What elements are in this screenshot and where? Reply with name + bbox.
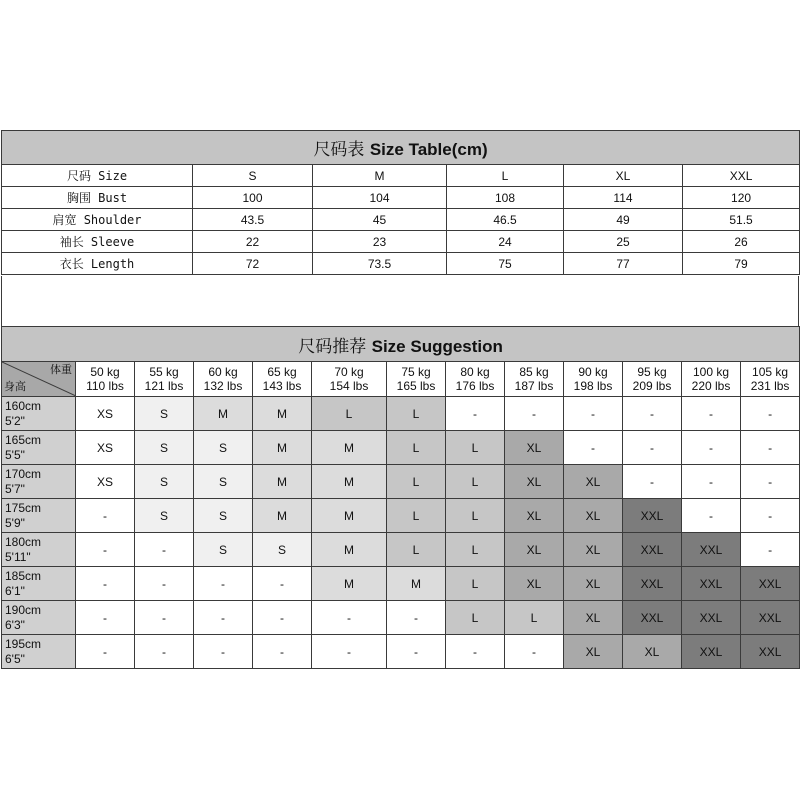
suggested-size-cell: XS (76, 431, 135, 465)
suggested-size-cell: S (135, 499, 194, 533)
height-row-label (2, 533, 76, 567)
suggestion-row (2, 397, 800, 431)
suggested-size-cell: XS (76, 397, 135, 431)
size-table-cell: 45 (313, 209, 447, 231)
suggested-size-cell: XXL (623, 601, 682, 635)
weight-kg: 105 kg (752, 365, 789, 379)
weight-column-header (623, 362, 682, 397)
suggested-size-cell: - (76, 533, 135, 567)
size-table-cell: 51.5 (683, 209, 800, 231)
weight-column-header (505, 362, 564, 397)
weight-kg: 75 kg (401, 365, 431, 379)
suggested-size-cell: - (446, 635, 505, 669)
weight-lbs: 187 lbs (514, 379, 554, 393)
suggested-size-cell: M (194, 397, 253, 431)
suggested-size-cell: M (253, 499, 312, 533)
height-row-label (2, 465, 76, 499)
height-axis-label: 身高 (4, 381, 26, 393)
corner-header (2, 362, 76, 397)
suggested-size-cell: - (387, 601, 446, 635)
height-ft: 6'3" (5, 617, 25, 632)
suggested-size-cell: XL (505, 465, 564, 499)
weight-column-header (446, 362, 505, 397)
height-ft: 5'11" (5, 549, 31, 564)
suggested-size-cell: - (135, 601, 194, 635)
weight-kg: 50 kg (90, 365, 120, 379)
weight-lbs: 176 lbs (455, 379, 495, 393)
weight-lbs: 110 lbs (86, 379, 124, 393)
suggested-size-cell: XXL (682, 635, 741, 669)
suggested-size-cell: XL (564, 499, 623, 533)
suggested-size-cell: S (253, 533, 312, 567)
suggested-size-cell: S (194, 431, 253, 465)
height-ft: 5'9" (5, 515, 25, 530)
weight-column-header (741, 362, 800, 397)
suggested-size-cell: - (623, 431, 682, 465)
suggested-size-cell: - (76, 499, 135, 533)
suggested-size-cell: - (312, 635, 387, 669)
size-table-cell: 24 (447, 231, 564, 253)
height-row-label (2, 499, 76, 533)
suggested-size-cell: - (253, 601, 312, 635)
size-table-cell: L (447, 165, 564, 187)
size-table-cell: 49 (564, 209, 683, 231)
suggested-size-cell: - (505, 397, 564, 431)
suggested-size-cell: L (387, 397, 446, 431)
suggested-size-cell: - (387, 635, 446, 669)
suggested-size-cell: XXL (682, 567, 741, 601)
size-table-cell: XL (564, 165, 683, 187)
suggested-size-cell: XXL (682, 601, 741, 635)
suggested-size-cell: M (253, 465, 312, 499)
height-cm: 160cm (5, 398, 42, 413)
size-table-cell: 22 (193, 231, 313, 253)
suggested-size-cell: XS (76, 465, 135, 499)
suggested-size-cell: XXL (741, 567, 800, 601)
weight-lbs: 154 lbs (329, 379, 369, 393)
size-suggestion-title-en: Size Suggestion (371, 336, 503, 356)
suggested-size-cell: - (682, 431, 741, 465)
weight-kg: 70 kg (334, 365, 364, 379)
suggested-size-cell: XL (623, 635, 682, 669)
size-table-cell: 100 (193, 187, 313, 209)
height-cm: 195cm (5, 636, 42, 651)
suggested-size-cell: XXL (623, 499, 682, 533)
suggested-size-cell: - (446, 397, 505, 431)
size-table-cell: 77 (564, 253, 683, 275)
suggestion-row (2, 431, 800, 465)
size-table-row-label: 衣长 Length (2, 253, 193, 275)
size-table-cell: M (313, 165, 447, 187)
suggested-size-cell: XL (505, 533, 564, 567)
suggested-size-cell: XXL (623, 567, 682, 601)
weight-column-header (387, 362, 446, 397)
suggested-size-cell: - (135, 635, 194, 669)
suggested-size-cell: L (387, 533, 446, 567)
height-row-label (2, 567, 76, 601)
suggested-size-cell: M (312, 567, 387, 601)
suggested-size-cell: M (312, 533, 387, 567)
suggestion-row (2, 635, 800, 669)
weight-lbs: 143 lbs (262, 379, 302, 393)
suggested-size-cell: M (387, 567, 446, 601)
size-table-title-en: Size Table(cm) (369, 140, 488, 159)
weight-kg: 65 kg (267, 365, 297, 379)
size-table-cell: 26 (683, 231, 800, 253)
suggested-size-cell: - (505, 635, 564, 669)
suggested-size-cell: XL (564, 533, 623, 567)
size-table-row-label: 胸围 Bust (2, 187, 193, 209)
suggested-size-cell: - (76, 601, 135, 635)
weight-lbs: 165 lbs (396, 379, 436, 393)
suggested-size-cell: S (194, 465, 253, 499)
size-table (1, 130, 800, 275)
weight-column-header (76, 362, 135, 397)
height-cm: 185cm (5, 568, 42, 583)
weight-axis-label: 体重 (50, 364, 72, 376)
size-table-cell: 104 (313, 187, 447, 209)
size-table-cell: 46.5 (447, 209, 564, 231)
size-table-row-label: 袖长 Sleeve (2, 231, 193, 253)
suggested-size-cell: L (446, 533, 505, 567)
suggested-size-cell: S (135, 397, 194, 431)
suggested-size-cell: - (682, 465, 741, 499)
suggested-size-cell: - (564, 431, 623, 465)
weight-kg: 80 kg (460, 365, 490, 379)
height-row-label (2, 397, 76, 431)
suggested-size-cell: L (387, 431, 446, 465)
suggested-size-cell: S (194, 533, 253, 567)
weight-lbs: 209 lbs (632, 379, 672, 393)
suggested-size-cell: S (194, 499, 253, 533)
weight-kg: 100 kg (692, 365, 730, 379)
height-cm: 180cm (5, 534, 42, 549)
height-ft: 6'1" (5, 583, 25, 598)
suggestion-row (2, 601, 800, 635)
suggested-size-cell: S (135, 431, 194, 465)
weight-column-header (194, 362, 253, 397)
suggested-size-cell: L (446, 567, 505, 601)
suggested-size-cell: XL (505, 431, 564, 465)
size-table-cell: 72 (193, 253, 313, 275)
size-suggestion-title-cn: 尺码推荐 (298, 336, 367, 357)
suggested-size-cell: M (253, 397, 312, 431)
suggested-size-cell: - (253, 635, 312, 669)
suggested-size-cell: - (194, 635, 253, 669)
size-table-cell: 120 (683, 187, 800, 209)
suggested-size-cell: XL (505, 499, 564, 533)
size-table-cell: S (193, 165, 313, 187)
suggested-size-cell: L (446, 499, 505, 533)
height-row-label (2, 601, 76, 635)
suggested-size-cell: - (135, 533, 194, 567)
suggested-size-cell: XL (505, 567, 564, 601)
suggested-size-cell: XXL (741, 635, 800, 669)
section-spacer (1, 276, 799, 326)
weight-kg: 95 kg (637, 365, 667, 379)
suggested-size-cell: - (741, 465, 800, 499)
suggested-size-cell: - (194, 601, 253, 635)
suggestion-row (2, 499, 800, 533)
suggested-size-cell: L (446, 465, 505, 499)
height-cm: 190cm (5, 602, 42, 617)
height-ft: 6'5" (5, 651, 25, 666)
suggested-size-cell: XL (564, 635, 623, 669)
size-table-cell: XXL (683, 165, 800, 187)
weight-kg: 60 kg (208, 365, 238, 379)
suggested-size-cell: L (387, 465, 446, 499)
weight-lbs: 198 lbs (573, 379, 613, 393)
weight-column-header (135, 362, 194, 397)
suggested-size-cell: XXL (623, 533, 682, 567)
size-table-row (2, 231, 800, 253)
suggested-size-cell: - (312, 601, 387, 635)
size-table-cell: 73.5 (313, 253, 447, 275)
suggested-size-cell: M (312, 499, 387, 533)
suggested-size-cell: M (312, 465, 387, 499)
weight-kg: 90 kg (578, 365, 608, 379)
suggestion-row (2, 465, 800, 499)
suggestion-row (2, 533, 800, 567)
size-table-cell: 108 (447, 187, 564, 209)
suggestion-row (2, 567, 800, 601)
suggested-size-cell: XL (564, 567, 623, 601)
size-table-cell: 114 (564, 187, 683, 209)
weight-column-header (682, 362, 741, 397)
suggested-size-cell: - (564, 397, 623, 431)
height-cm: 175cm (5, 500, 42, 515)
suggested-size-cell: L (446, 431, 505, 465)
size-table-row (2, 187, 800, 209)
size-table-cell: 75 (447, 253, 564, 275)
suggested-size-cell: - (741, 397, 800, 431)
weight-column-header (564, 362, 623, 397)
size-table-cell: 43.5 (193, 209, 313, 231)
size-table-cell: 25 (564, 231, 683, 253)
weight-column-header (253, 362, 312, 397)
suggested-size-cell: - (623, 397, 682, 431)
height-ft: 5'5" (5, 447, 25, 462)
suggested-size-cell: M (253, 431, 312, 465)
height-cm: 165cm (5, 432, 42, 447)
suggested-size-cell: S (135, 465, 194, 499)
size-table-row-label: 肩宽 Shoulder (2, 209, 193, 231)
suggested-size-cell: XL (564, 465, 623, 499)
suggested-size-cell: - (682, 397, 741, 431)
suggested-size-cell: - (194, 567, 253, 601)
weight-lbs: 231 lbs (750, 379, 790, 393)
size-table-row-label: 尺码 Size (2, 165, 193, 187)
suggested-size-cell: - (741, 431, 800, 465)
suggested-size-cell: - (76, 567, 135, 601)
weight-kg: 55 kg (149, 365, 179, 379)
size-table-row (2, 209, 800, 231)
suggested-size-cell: - (741, 499, 800, 533)
suggested-size-cell: L (312, 397, 387, 431)
height-ft: 5'7" (5, 481, 25, 496)
suggested-size-cell: L (446, 601, 505, 635)
height-row-label (2, 431, 76, 465)
suggested-size-cell: - (741, 533, 800, 567)
size-table-title-cn: 尺码表 (313, 140, 365, 160)
suggested-size-cell: XXL (682, 533, 741, 567)
suggested-size-cell: - (682, 499, 741, 533)
size-suggestion-table (1, 326, 800, 669)
suggested-size-cell: XL (564, 601, 623, 635)
weight-lbs: 220 lbs (691, 379, 731, 393)
height-row-label (2, 635, 76, 669)
height-ft: 5'2" (5, 413, 25, 428)
height-cm: 170cm (5, 466, 42, 481)
size-table-row (2, 165, 800, 187)
size-suggestion-title (2, 327, 800, 362)
weight-column-header (312, 362, 387, 397)
suggested-size-cell: M (312, 431, 387, 465)
suggested-size-cell: XXL (741, 601, 800, 635)
suggested-size-cell: L (505, 601, 564, 635)
size-table-cell: 23 (313, 231, 447, 253)
suggested-size-cell: - (623, 465, 682, 499)
weight-kg: 85 kg (519, 365, 549, 379)
suggested-size-cell: L (387, 499, 446, 533)
weight-lbs: 132 lbs (203, 379, 243, 393)
suggested-size-cell: - (76, 635, 135, 669)
size-table-title (2, 131, 800, 165)
weight-lbs: 121 lbs (144, 379, 184, 393)
size-table-cell: 79 (683, 253, 800, 275)
size-table-row (2, 253, 800, 275)
suggested-size-cell: - (253, 567, 312, 601)
suggested-size-cell: - (135, 567, 194, 601)
